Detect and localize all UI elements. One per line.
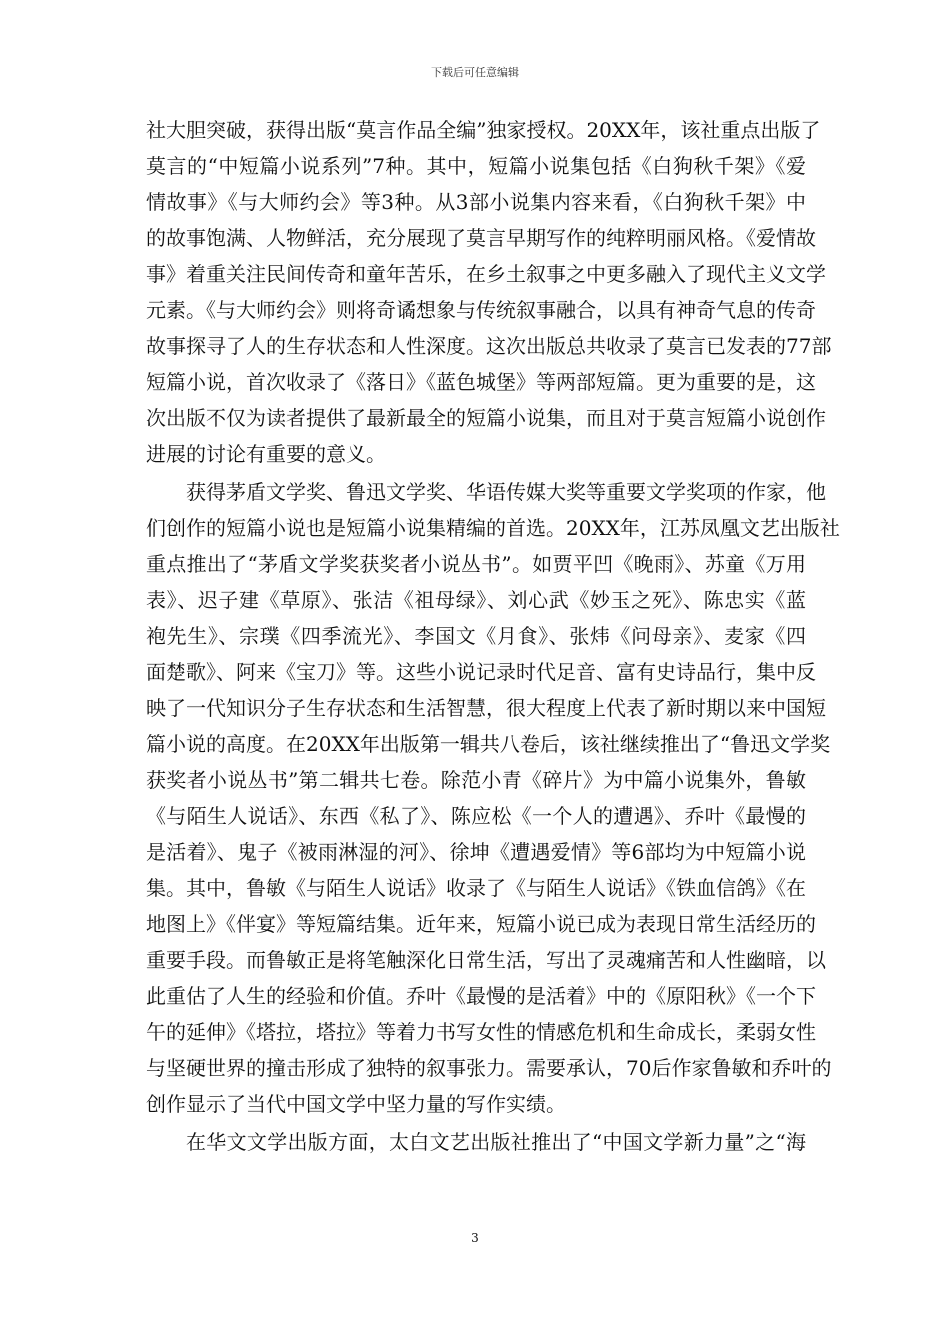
paragraph bbox=[146, 112, 832, 472]
text-line: 篇小说的高度。在20XX年出版第一辑共八卷后，该社继续推出了“鲁迅文学奖 bbox=[146, 732, 831, 756]
text-line: 是活着》、鬼子《被雨淋湿的河》、徐坤《遭遇爱情》等6部均为中短篇小说 bbox=[146, 840, 806, 864]
text-line: 集。其中，鲁敏《与陌生人说话》收录了《与陌生人说话》《铁血信鸽》《在 bbox=[146, 876, 806, 900]
text-line: 面楚歌》、阿来《宝刀》等。这些小说记录时代足音、富有史诗品行，集中反 bbox=[146, 660, 816, 684]
text-line: 《与陌生人说话》、东西《私了》、陈应松《一个人的遭遇》、乔叶《最慢的 bbox=[146, 804, 806, 828]
text-line: 的故事饱满、人物鲜活，充分展现了莫言早期写作的纯粹明丽风格。《爱情故 bbox=[146, 226, 816, 250]
text-line: 元素。《与大师约会》则将奇谲想象与传统叙事融合，以具有神奇气息的传奇 bbox=[146, 298, 816, 322]
text-line: 获得茅盾文学奖、鲁迅文学奖、华语传媒大奖等重要文学奖项的作家，他 bbox=[186, 480, 826, 504]
text-line: 在华文文学出版方面，太白文艺出版社推出了“中国文学新力量”之“海 bbox=[186, 1130, 806, 1154]
text-line: 午的延伸》《塔拉，塔拉》等着力书写女性的情感危机和生命成长，柔弱女性 bbox=[146, 1020, 816, 1044]
text-line: 莫言的“中短篇小说系列”7种。其中，短篇小说集包括《白狗秋千架》《爱 bbox=[146, 154, 806, 178]
text-line: 短篇小说，首次收录了《落日》《蓝色城堡》等两部短篇。更为重要的是，这 bbox=[146, 370, 816, 394]
text-line: 次出版不仅为读者提供了最新最全的短篇小说集，而且对于莫言短篇小说创作 bbox=[146, 406, 826, 430]
text-line: 表》、迟子建《草原》、张洁《祖母绿》、刘心武《妙玉之死》、陈忠实《蓝 bbox=[146, 588, 806, 612]
text-line: 故事探寻了人的生存状态和人性深度。这次出版总共收录了莫言已发表的77部 bbox=[146, 334, 832, 358]
text-line: 重点推出了“茅盾文学奖获奖者小说丛书”。如贾平凹《晚雨》、苏童《万用 bbox=[146, 552, 806, 576]
text-line: 情故事》《与大师约会》等3种。从3部小说集内容来看，《白狗秋千架》中 bbox=[146, 190, 806, 214]
text-line: 袍先生》、宗璞《四季流光》、李国文《月食》、张炜《问母亲》、麦家《四 bbox=[146, 624, 806, 648]
text-line: 事》着重关注民间传奇和童年苦乐，在乡土叙事之中更多融入了现代主义文学 bbox=[146, 262, 826, 286]
text-line: 创作显示了当代中国文学中坚力量的写作实绩。 bbox=[146, 1092, 566, 1116]
body-text bbox=[146, 112, 840, 1160]
paragraph bbox=[146, 1124, 806, 1160]
text-line: 此重估了人生的经验和价值。乔叶《最慢的是活着》中的《原阳秋》《一个下 bbox=[146, 984, 816, 1008]
text-line: 社大胆突破，获得出版“莫言作品全编”独家授权。20XX年，该社重点出版了 bbox=[146, 118, 821, 142]
text-line: 与坚硬世界的撞击形成了独特的叙事张力。需要承认，70后作家鲁敏和乔叶的 bbox=[146, 1056, 832, 1080]
text-line: 进展的讨论有重要的意义。 bbox=[146, 442, 386, 466]
page-header: 下载后可任意编辑 bbox=[431, 66, 519, 79]
paragraph bbox=[146, 474, 840, 1122]
page-number: 3 bbox=[471, 1231, 479, 1245]
text-line: 获奖者小说丛书”第二辑共七卷。除范小青《碎片》为中篇小说集外，鲁敏 bbox=[146, 768, 806, 792]
text-line: 们创作的短篇小说也是短篇小说集精编的首选。20XX年，江苏凤凰文艺出版社 bbox=[146, 516, 840, 540]
text-line: 地图上》《伴宴》等短篇结集。近年来，短篇小说已成为表现日常生活经历的 bbox=[146, 912, 816, 936]
text-line: 重要手段。而鲁敏正是将笔触深化日常生活，写出了灵魂痛苦和人性幽暗，以 bbox=[146, 948, 826, 972]
text-line: 映了一代知识分子生存状态和生活智慧，很大程度上代表了新时期以来中国短 bbox=[146, 696, 826, 720]
